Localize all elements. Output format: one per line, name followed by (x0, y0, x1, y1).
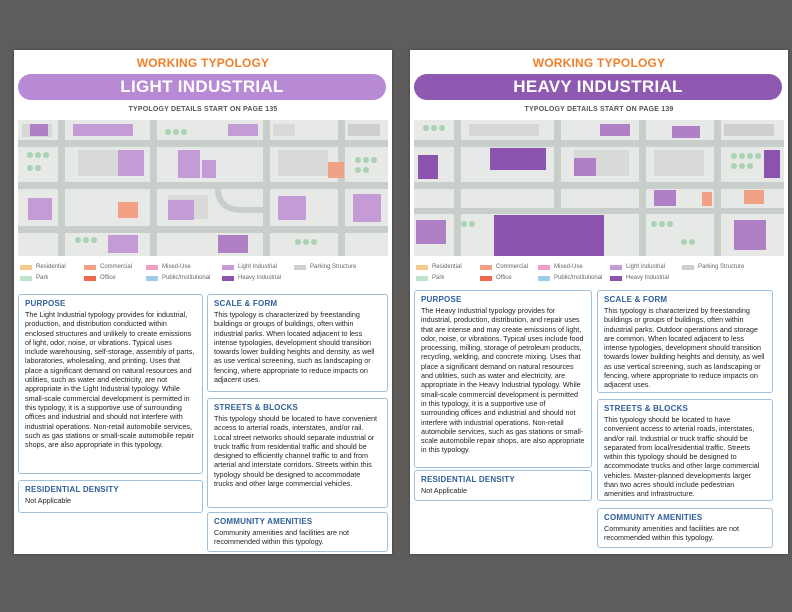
legend-item-public-institutional: Public/Institutional (146, 275, 210, 281)
streets-blocks-box (207, 398, 388, 508)
community-amenities-box (597, 508, 773, 548)
legend-item-park: Park (20, 275, 48, 281)
light-industrial-map-illustration (18, 120, 388, 256)
purpose-box (18, 294, 203, 474)
scale-form-title: SCALE & FORM (214, 299, 278, 308)
scale-form-box (207, 294, 388, 392)
legend-item-office: Office (84, 275, 116, 281)
residential-density-title: RESIDENTIAL DENSITY (421, 475, 515, 484)
scale-form-box (597, 290, 773, 393)
map-legend (414, 262, 784, 286)
legend-item-office: Office (480, 275, 512, 281)
purpose-title: PURPOSE (25, 299, 66, 308)
heavy-industrial-map-illustration (414, 120, 784, 256)
legend-item-commercial: Commercial (84, 264, 132, 270)
community-amenities-text: Community amenities and facilities are not recommended within this typology. (214, 528, 350, 547)
legend-item-mixed-use: Mixed-Use (146, 264, 191, 270)
community-amenities-box (207, 512, 388, 552)
community-amenities-title: COMMUNITY AMENITIES (604, 513, 703, 522)
purpose-text: The Light Industrial typology provides for industrial, production, and distribution conducted within enclosed structures and unlikely to create emissions of light, odor, noise, or vibrations. Typical uses include warehousing, self-storage, assembly of parts, laboratories, wholesaling, and printing. Uses that place a significant demand on natural resources and utilities, such as water and electricity, are not appropriate in the Light Industrial typology. While small-scale commercial development is permitted in this typology, it is a supportive use of surrounding offices and industrial and should not interfere with industrial operations. Non-retail automobile services, such as gas stations or small-scale automobile repair shops, are also appropriate in this typology. (25, 310, 195, 450)
purpose-box (414, 290, 592, 468)
map-legend (18, 262, 388, 286)
scale-form-text: This typology is characterized by freestanding buildings or groups of buildings, often within industrial parks. When located adjacent to less intense typologies, development should transition towards lower building heights and density, as well as use vertical screening, such as landscaping or fencing, where appropriate to reduce impacts on adjacent uses. (214, 310, 375, 385)
legend-item-light-industrial: Light Industrial (222, 264, 277, 270)
residential-density-title: RESIDENTIAL DENSITY (25, 485, 119, 494)
purpose-title: PURPOSE (421, 295, 462, 304)
typology-details-note: TYPOLOGY DETAILS START ON PAGE 135 (128, 106, 278, 113)
streets-blocks-title: STREETS & BLOCKS (214, 403, 299, 412)
legend-item-light-industrial: Light Industrial (610, 264, 665, 270)
community-amenities-title: COMMUNITY AMENITIES (214, 517, 313, 526)
typology-details-note: TYPOLOGY DETAILS START ON PAGE 139 (524, 106, 674, 113)
legend-item-public-institutional: Public/Institutional (538, 275, 602, 281)
legend-item-park: Park (416, 275, 444, 281)
streets-blocks-text: This typology should be located to have convenient access to arterial roads, interstates, and/or rail. Local street networks should separate industrial or truck traffic from residential traffic and should be designed to efficiently channel traffic to and from arterial and interstate corridors. Streets within this typology should be designed to accommodate trucks and other large commercial vehicles. (214, 414, 378, 489)
streets-blocks-title: STREETS & BLOCKS (604, 404, 689, 413)
purpose-text: The Heavy Industrial typology provides for industrial, production, distribution, and repair uses that are intense and may create emissions of light, odor, noise, or vibrations. Typical uses include food processing, milling, storage of petroleum products, recycling, welding, and concrete mixing. Uses that place a significant demand on natural resources and utilities, such as water and electricity, are appropriate in the Heavy Industrial typology. While small-scale commercial development is permitted in this typology, it is a supportive use of surrounding offices and industrial and should not interfere with industrial operations. Non-retail automobile services, such as gas stations or small-scale automobile repair shops, are also appropriate in this typology. (421, 306, 585, 455)
working-typology-heading: WORKING TYPOLOGY (136, 56, 270, 70)
working-typology-heading: WORKING TYPOLOGY (532, 56, 666, 70)
residential-density-box (18, 480, 203, 513)
scale-form-title: SCALE & FORM (604, 295, 668, 304)
light-industrial-page (14, 50, 392, 554)
legend-item-heavy-industrial: Heavy Industrial (610, 275, 669, 281)
streets-blocks-box (597, 399, 773, 501)
community-amenities-text: Community amenities and facilities are not recommended within this typology. (604, 524, 740, 543)
residential-density-box (414, 470, 592, 501)
legend-item-parking-structure: Parking Structure (682, 264, 744, 270)
typology-title-banner: LIGHT INDUSTRIAL (18, 74, 386, 100)
legend-item-parking-structure: Parking Structure (294, 264, 356, 270)
streets-blocks-text: This typology should be located to have convenient access to arterial roads, interstates, and/or rail. Industrial or truck traffic should be separated from local/residential traffic. Streets within this typology should be designed to accommodate trucks and other large commercial vehicles. Master-planned developments larger than two acres should include pedestrian amenities and infrastructure. (604, 415, 760, 499)
residential-density-text: Not Applicable (421, 486, 467, 495)
legend-item-commercial: Commercial (480, 264, 528, 270)
residential-density-text: Not Applicable (25, 496, 71, 505)
legend-item-mixed-use: Mixed-Use (538, 264, 583, 270)
legend-item-residential: Residential (416, 264, 462, 270)
scale-form-text: This typology is characterized by freestanding buildings or groups of buildings, often within industrial parks. Outdoor operations and storage are common. When located adjacent to less intense typologies, development should transition towards lower building heights and density, as well as use vertical screening, such as landscaping or fencing, where appropriate to reduce impacts on adjacent uses. (604, 306, 765, 390)
typology-title-banner: HEAVY INDUSTRIAL (414, 74, 782, 100)
legend-item-heavy-industrial: Heavy Industrial (222, 275, 281, 281)
heavy-industrial-page (410, 50, 788, 554)
legend-item-residential: Residential (20, 264, 66, 270)
